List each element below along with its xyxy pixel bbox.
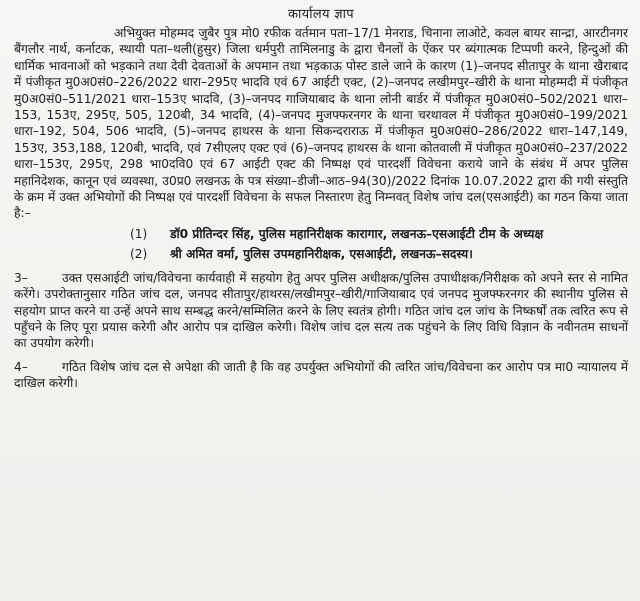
member-number: (1) xyxy=(130,226,148,241)
member-number: (2) xyxy=(130,247,148,262)
section-text: गठित विशेष जांच दल से अपेक्षा की जाती है कि वह उपर्युक्त अभियोगों की त्वरित जांच/विवेचना कर आरोप पत्र मा0 न्यायालय में दाखिल करेगी। xyxy=(14,359,628,391)
section-text: उक्त एसआईटी जांच/विवेचना कार्यवाही में सहयोग हेतु अपर पुलिस अधीक्षक/पुलिस उपाधीक्षक/निरीक्षक को अपने स्तर से नामित करेंगे। उपरोक्तानुसार गठित जांच दल, जनपद सीतापुर/हाथरस/लखीमपुर–खीरी/गाजियाबाद एवं जनपद मुजफ्फरनगर की स्थानीय पुलिस से सहयोग प्राप्त करने या उन्हें अपने साथ सम्बद्ध करने/सम्मिलित करने के लिए स्वतंत्र होगी। गठित जांच दल जांच के निष्कर्षों तक त्वरित रूप से पहुँचने के लिए पूरा प्रयास करेगी और आरोप पत्र दाखिल करेगी। विशेष जांच दल सत्य तक पहुंचने के लिए विधि विज्ञान के नवीनतम साधनों का उपयोग करेगी। xyxy=(14,270,628,351)
member-text: श्री अमित वर्मा, पुलिस उपमहानिरीक्षक, एसआईटी, लखनऊ–सदस्य। xyxy=(170,247,473,262)
section-number: 3– xyxy=(14,270,28,285)
sit-member-2 xyxy=(14,246,628,262)
page-title: कार्यालय ज्ञाप xyxy=(288,7,354,22)
sit-member-1 xyxy=(14,226,628,242)
member-text: डॉ0 प्रीतिन्दर सिंह, पुलिस महानिरीक्षक कारागार, लखनऊ–एसआईटी टीम के अध्यक्ष xyxy=(170,226,544,241)
section-number: 4– xyxy=(14,359,28,374)
section-4 xyxy=(14,359,628,392)
section-3 xyxy=(14,270,628,352)
main-paragraph: अभियुक्त मोहम्मद जुबैर पुत्र मो0 रफीक वर्तमान पता–17/1 मेनराड, चिनाना लाओटे, कवल बायर सान्द्रा, आरटीनगर बैंगलौर नार्थ, कर्नाटक, स्थायी पता–थली(हुसुर) जिला धर्मपुरी तामिलनाडु के द्वारा चैनलों के ऐंकर पर ब्यंगात्मक टिप्पणी करने, हिन्दुओं की धार्मिक भावनाओं को भड़काने तथा देवी देवताओं के अपमान तथा भड़काऊ पोस्ट डाले जाने के कारण (1)–जनपद सीतापुर के थाना खैराबाद में पंजीकृत मु0अ0सं0–226/2022 धारा–295ए भादवि एवं 67 आईटी एक्ट, (2)–जनपद लखीमपुर–खीरी के थाना मोहम्मदी में पंजीकृत मु0अ0सं0–511/2021 धारा–153ए भादवि, (3)–जनपद गाजियाबाद के थाना लोनी बार्डर में पंजीकृत मु0अ0सं0–502/2021 धारा–153, 153ए, 295ए, 505, 120बी, 34 भादवि, (4)–जनपद मुजफ्फरनगर के थाना चरथावल में पंजीकृत मु0अ0सं0–199/2021 धारा–192, 504, 506 भादवि, (5)–जनपद हाथरस के थाना सिकन्दराराऊ में पंजीकृत मु0अ0सं0–286/2022 धारा–147,149, 153ए, 353,188, 120बी, भादवि, एवं 7सीएलए एक्ट एवं (6)–जनपद हाथरस के थाना कोतवाली में पंजीकृत मु0अ0सं0–237/2022 धारा–153ए, 295ए, 298 भा0दवि0 एवं 67 आईटी एक्ट की निष्पक्ष एवं पारदर्शी विवेचना कराये जाने के संबंध में अपर पुलिस महानिदेशक, कानून एवं व्यवस्था, उ0प्र0 लखनऊ के पत्र संख्या–डीजी–आठ–94(30)/2022 दिनांक 10.07.2022 द्वारा की गयी संस्तुति के क्रम में उक्त अभियोगों की निष्पक्ष एवं पारदर्शी विवेचना के सफल निस्तारण हेतु निम्नवत् विशेष जांच दल(एसआईटी) का गठन किया जाता है:– xyxy=(14,26,628,221)
